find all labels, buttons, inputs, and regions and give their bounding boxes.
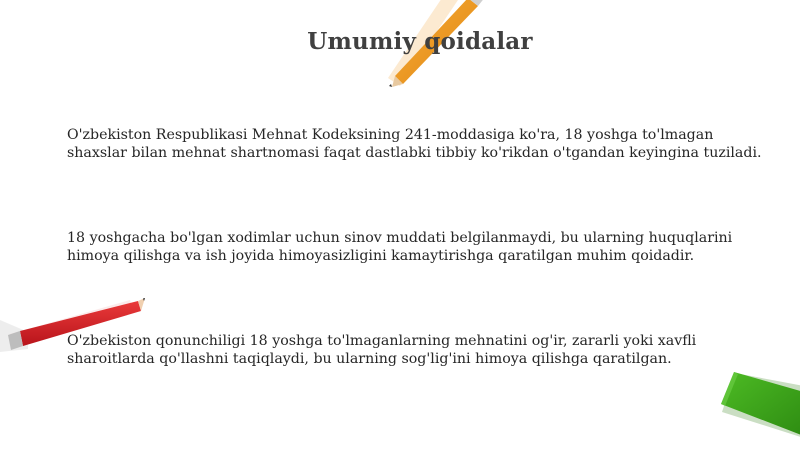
paragraph-2: 18 yoshgacha bo'lgan xodimlar uchun sinov muddati belgilanmaydi, bu ularning huquqlarini himoya qilishga va ish joyida himoyasizligini kamaytirishga qaratilgan muhim qoidadir. (67, 230, 733, 264)
paragraph-3: O'zbekiston qonunchiligi 18 yoshga to'lmaganlarning mehnatini og'ir, zararli yoki xavfli sharoitlarda qo'llashni taqiqlaydi, bu ularning sog'lig'ini himoya qilishga qaratilgan. (67, 333, 697, 367)
paragraph-1: O'zbekiston Respublikasi Mehnat Kodeksining 241-moddasiga ko'ra, 18 yoshga to'lmagan shaxslar bilan mehnat shartnomasi faqat dastlabki tibbiy ko'rikdan o'tgandan keyingina tuziladi. (67, 127, 762, 161)
green-block-icon (721, 372, 800, 438)
slide-title: Umumiy qoidalar (307, 28, 533, 55)
